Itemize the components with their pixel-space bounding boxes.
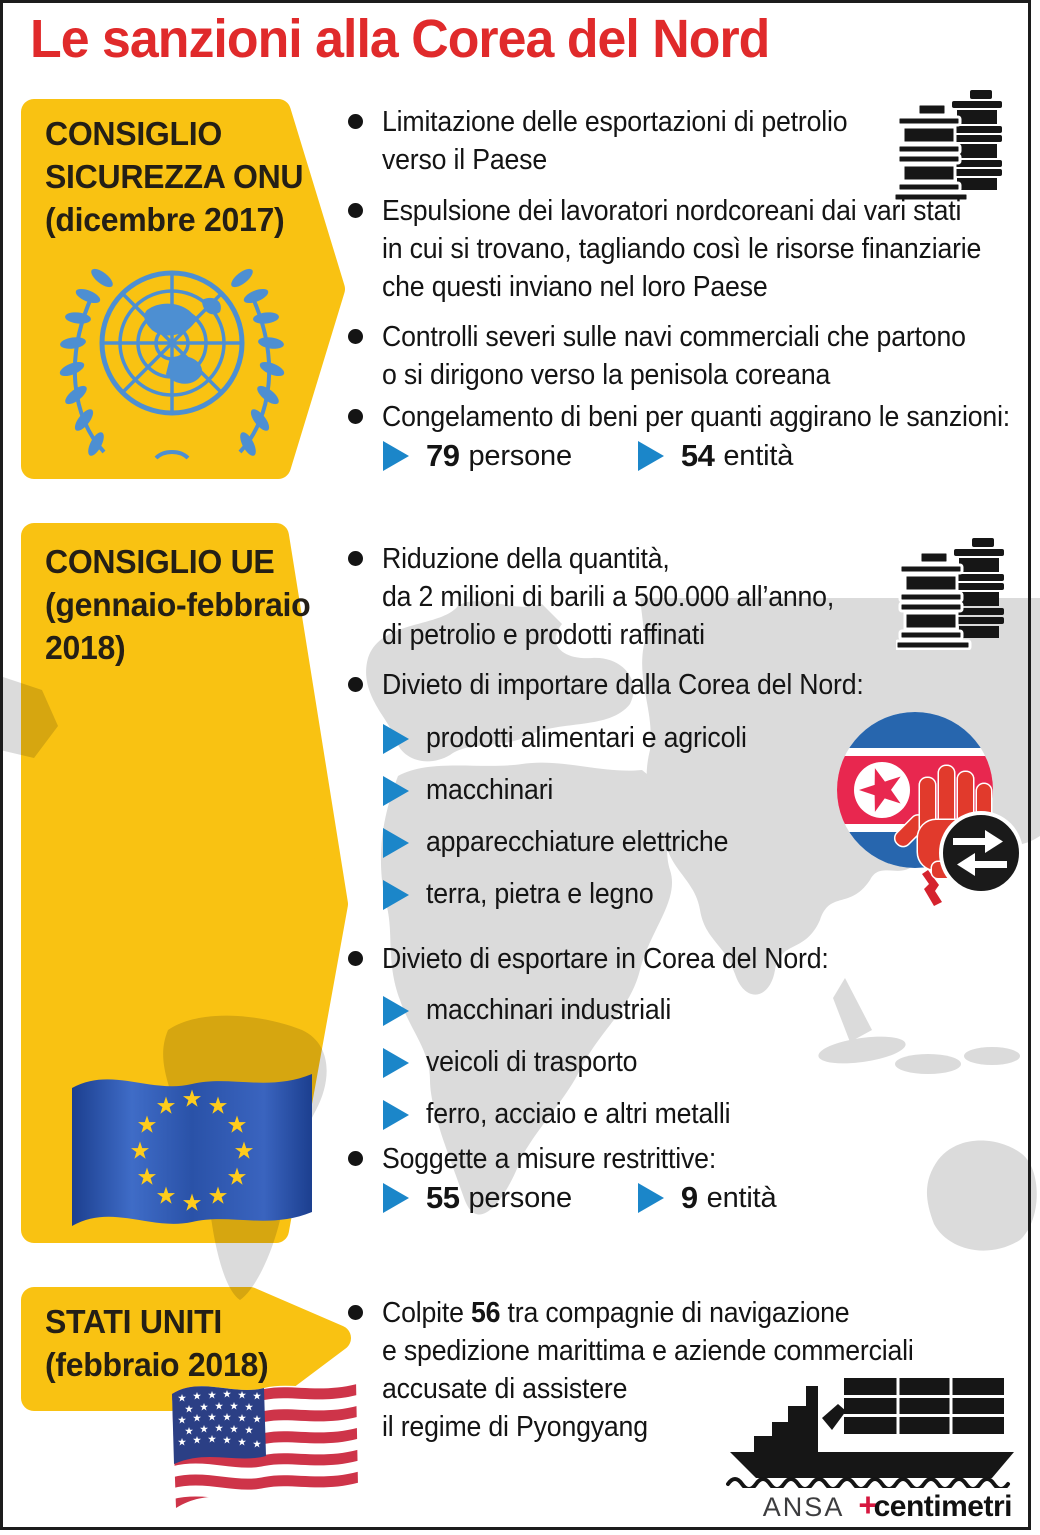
bullet-item bbox=[348, 666, 906, 704]
header-line: (febbraio 2018) bbox=[45, 1346, 269, 1383]
header-line: SICUREZZA ONU bbox=[45, 158, 304, 195]
import-item bbox=[383, 878, 673, 911]
bullet-text: da 2 milioni di barili a 500.000 all’anno, bbox=[382, 581, 835, 613]
bullet-text: che questi inviano nel loro Paese bbox=[382, 271, 768, 303]
north-korea-flag-icon bbox=[818, 710, 1030, 920]
arrow-right-icon bbox=[383, 1100, 409, 1130]
stat-number: 79 bbox=[426, 438, 460, 473]
arrow-right-icon bbox=[383, 776, 409, 806]
header-line: 2018) bbox=[45, 629, 126, 666]
trade-exchange-icon bbox=[941, 813, 1021, 893]
arrow-right-icon bbox=[383, 880, 409, 910]
ansa-logo: ANSA bbox=[762, 1492, 845, 1522]
cargo-ship-icon bbox=[726, 1374, 1018, 1488]
arrow-right-icon bbox=[383, 1183, 409, 1213]
map-indonesia-1 bbox=[817, 1032, 907, 1068]
bullet-dot bbox=[348, 677, 363, 692]
stat-label: persone bbox=[468, 1181, 572, 1214]
stat-persone bbox=[383, 1180, 572, 1216]
un-emblem-icon bbox=[52, 248, 292, 468]
stat-number: 56 bbox=[470, 1297, 501, 1329]
bullet-text: Colpite 56 tra compagnie di navigazione bbox=[382, 1297, 850, 1329]
stat-number: 55 bbox=[426, 1180, 460, 1215]
map-north-america bbox=[0, 676, 58, 758]
map-malay bbox=[833, 978, 872, 1042]
bullet-dot bbox=[348, 1151, 363, 1166]
sanction-stats-un bbox=[383, 438, 859, 474]
arrow-right-icon bbox=[383, 724, 409, 754]
bullet-text: Limitazione delle esportazioni di petrolio bbox=[382, 106, 848, 138]
bullet-dot bbox=[348, 951, 363, 966]
bullet-text: Divieto di esportare in Corea del Nord: bbox=[382, 943, 829, 975]
bullet-item bbox=[348, 398, 1040, 436]
export-label: ferro, acciaio e altri metalli bbox=[426, 1098, 731, 1130]
bullet-item bbox=[348, 940, 867, 978]
eu-flag-icon bbox=[64, 1058, 320, 1250]
arrow-right-icon bbox=[383, 828, 409, 858]
bullet-text: Espulsione dei lavoratori nordcoreani dai vari stati bbox=[382, 195, 962, 227]
bullet-text: verso il Paese bbox=[382, 144, 547, 176]
arrow-right-icon bbox=[383, 1048, 409, 1078]
bullet-dot bbox=[348, 329, 363, 344]
bullet-text: Soggette a misure restrittive: bbox=[382, 1143, 717, 1175]
page-title: Le sanzioni alla Corea del Nord bbox=[30, 9, 770, 69]
stat-label: entità bbox=[706, 1181, 777, 1214]
import-label: terra, pietra e legno bbox=[426, 878, 654, 910]
import-item bbox=[383, 722, 775, 755]
bullet-text: il regime di Pyongyang bbox=[382, 1411, 648, 1443]
bullet-text: Congelamento di beni per quanti aggirano le sanzioni: bbox=[382, 401, 1011, 433]
import-label: prodotti alimentari e agricoli bbox=[426, 722, 747, 754]
export-label: veicoli di trasporto bbox=[426, 1046, 638, 1078]
bullet-dot bbox=[348, 551, 363, 566]
stat-label: persone bbox=[468, 439, 572, 472]
bullet-text: Controlli severi sulle navi commerciali che partono bbox=[382, 321, 966, 353]
arrow-right-icon bbox=[638, 441, 664, 471]
centimetri-plus-icon: + bbox=[858, 1486, 878, 1523]
bullet-dot bbox=[348, 203, 363, 218]
arrow-right-icon bbox=[638, 1183, 664, 1213]
bullet-text: accusate di assistere bbox=[382, 1373, 628, 1405]
import-item bbox=[383, 774, 564, 807]
stat-persone bbox=[383, 438, 572, 474]
bullet-text: o si dirigono verso la penisola coreana bbox=[382, 359, 831, 391]
bullet-item bbox=[348, 1140, 745, 1178]
stat-entita bbox=[638, 1180, 777, 1216]
bullet-text: Divieto di importare dalla Corea del Nord: bbox=[382, 669, 864, 701]
oil-barrels-icon bbox=[896, 538, 1012, 650]
bullet-item bbox=[348, 540, 873, 654]
import-item bbox=[383, 826, 755, 859]
arrow-right-icon bbox=[383, 996, 409, 1026]
bullet-dot bbox=[348, 1305, 363, 1320]
us-flag-icon bbox=[164, 1368, 364, 1533]
stat-number: 9 bbox=[680, 1180, 698, 1215]
sanction-stats-eu bbox=[383, 1180, 842, 1216]
map-australia bbox=[927, 1141, 1037, 1251]
export-item bbox=[383, 1046, 656, 1079]
bullet-dot bbox=[348, 409, 363, 424]
centimetri-logo: centimetri bbox=[873, 1490, 1012, 1523]
map-indonesia-3 bbox=[964, 1047, 1020, 1065]
stat-label: entità bbox=[723, 439, 794, 472]
stat-entita bbox=[638, 438, 793, 474]
import-label: macchinari bbox=[426, 774, 554, 806]
header-line: (dicembre 2017) bbox=[45, 201, 285, 238]
oil-barrels-icon bbox=[894, 90, 1010, 202]
section-header-eu bbox=[45, 540, 310, 669]
header-line: STATI UNITI bbox=[45, 1303, 222, 1340]
header-line: CONSIGLIO bbox=[45, 115, 223, 152]
bullet-dot bbox=[348, 114, 363, 129]
import-label: apparecchiature elettriche bbox=[426, 826, 729, 858]
bullet-text: Riduzione della quantità, bbox=[382, 543, 670, 575]
bullet-item bbox=[348, 103, 888, 179]
header-line: (gennaio-febbraio bbox=[45, 586, 311, 623]
stat-number: 54 bbox=[680, 438, 715, 473]
bullet-text: di petrolio e prodotti raffinati bbox=[382, 619, 705, 651]
section-header-un bbox=[45, 112, 303, 241]
bullet-text: in cui si trovano, tagliando così le risorse finanziarie bbox=[382, 233, 982, 265]
bullet-item bbox=[348, 192, 1033, 306]
export-item bbox=[383, 994, 692, 1027]
export-label: macchinari industriali bbox=[426, 994, 672, 1026]
header-line: CONSIGLIO UE bbox=[45, 543, 275, 580]
arrow-right-icon bbox=[383, 441, 409, 471]
map-indonesia-2 bbox=[895, 1054, 961, 1074]
export-item bbox=[383, 1098, 757, 1131]
bullet-item bbox=[348, 318, 1017, 394]
footer-credit bbox=[763, 1486, 1012, 1524]
bullet-text: e spedizione marittima e aziende commerciali bbox=[382, 1335, 914, 1367]
